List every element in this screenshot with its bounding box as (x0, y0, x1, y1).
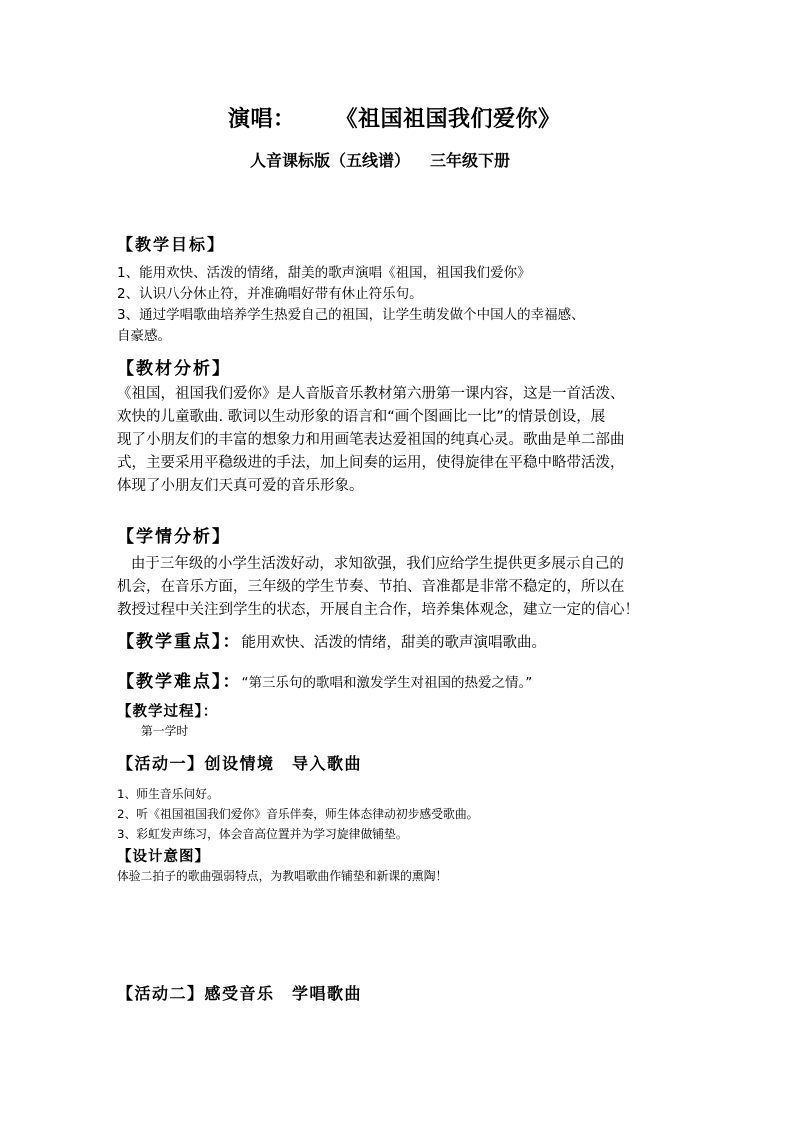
subtitle-edition: 人音课标版（五线谱） (250, 151, 411, 170)
students-line: 机会，在音乐方面，三年级的学生节奏、节拍、音准都是非常不稳定的，所以在 (117, 579, 625, 595)
objectives-line: 1、能用欢快、活泼的情绪，甜美的歌声演唱《祖国，祖国我们爱你》 (117, 265, 531, 281)
students-line: 教授过程中关注到学生的状态，开展自主合作，培养集体观念，建立一定的信心！ (117, 602, 639, 618)
key-point-text: 能用欢快、活泼的情绪，甜美的歌声演唱歌曲。 (241, 635, 546, 651)
objectives-line: 2、认识八分休止符，并准确唱好带有休止符乐句。 (117, 286, 423, 302)
activity1-list (117, 784, 478, 844)
process-period: 第一学时 (141, 724, 189, 738)
activity2-heading: 【活动二】感受音乐 学唱歌曲 (117, 984, 363, 1003)
material-paragraph (117, 383, 625, 498)
material-line: 欢快的儿童歌曲. 歌词以生动形象的语言和“画个图画比一比”的情景创设，展 (117, 409, 606, 425)
material-line: 式，主要采用平稳级进的手法，加上间奏的运用，使得旋律在平稳中略带活泼， (117, 455, 625, 471)
subtitle-grade: 三年级下册 (430, 151, 511, 170)
title-label: 演唱： (228, 106, 296, 132)
activity1-heading: 【活动一】创设情境 导入歌曲 (117, 754, 363, 773)
activity1-line: 3、彩虹发声练习，体会音高位置并为学习旋律做铺垫。 (117, 827, 408, 841)
process-heading: 【教学过程】： (117, 703, 219, 720)
material-line: 现了小朋友们的丰富的想象力和用画笔表达爱祖国的纯真心灵。歌曲是单二部曲 (117, 432, 625, 448)
students-heading: 【学情分析】 (117, 527, 231, 547)
activity1-line: 1、师生音乐问好。 (117, 787, 219, 801)
design-heading: 【设计意图】 (117, 848, 210, 865)
difficulty-heading: 【教学难点】： (117, 672, 242, 692)
students-paragraph (117, 553, 639, 622)
students-line: 由于三年级的小学生活泼好动，求知欲强，我们应给学生提供更多展示自己的 (117, 556, 624, 572)
objectives-line: 自豪感。 (117, 328, 171, 344)
title-song: 《祖国祖国我们爱你》 (335, 106, 561, 132)
key-point-row (117, 627, 546, 652)
material-heading: 【教材分析】 (117, 359, 231, 379)
objectives-heading: 【教学目标】 (117, 235, 226, 254)
difficulty-text: “第三乐句的歌唱和激发学生对祖国的热爱之情。” (241, 675, 533, 691)
document-subtitle (250, 148, 510, 171)
material-line: 《祖国，祖国我们爱你》是人音版音乐教材第六册第一课内容，这是一首活泼、 (117, 386, 625, 402)
key-point-heading: 【教学重点】： (117, 632, 242, 652)
design-text: 体验二拍子的歌曲强弱特点，为教唱歌曲作铺垫和新课的熏陶！ (117, 869, 448, 883)
objectives-list (117, 263, 585, 347)
material-line: 体现了小朋友们天真可爱的音乐形象。 (117, 478, 364, 494)
objectives-line: 3、通过学唱歌曲培养学生热爱自己的祖国，让学生萌发做个中国人的幸福感、 (117, 307, 585, 323)
activity1-line: 2、听《祖国祖国我们爱你》音乐伴奏，师生体态律动初步感受歌曲。 (117, 807, 479, 821)
document-title (228, 102, 561, 133)
difficulty-row (117, 667, 532, 692)
